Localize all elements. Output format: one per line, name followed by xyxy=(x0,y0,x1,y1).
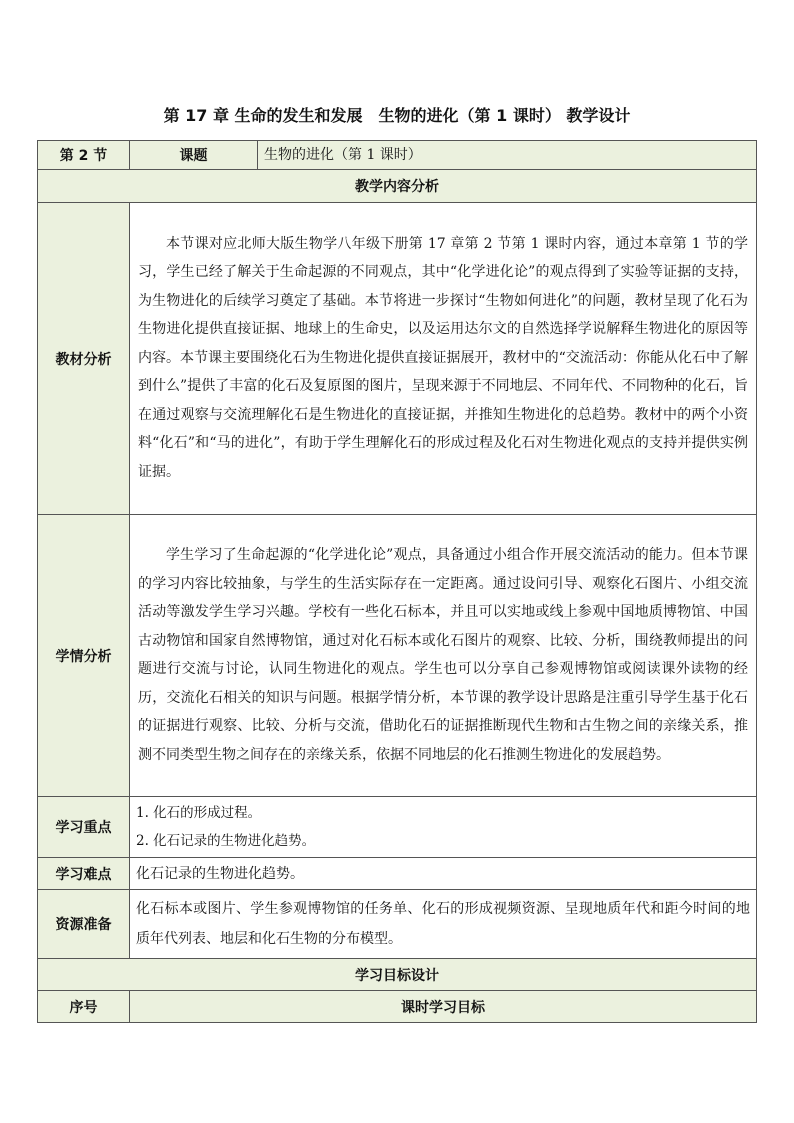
key-points-label: 学习重点 xyxy=(38,797,130,858)
difficulty-row xyxy=(38,858,757,890)
section-label: 第 2 节 xyxy=(38,141,130,170)
difficulty-label: 学习难点 xyxy=(38,858,130,890)
key-points-row xyxy=(38,797,757,858)
learner-analysis-row xyxy=(38,515,757,797)
topic-value: 生物的进化（第 1 课时） xyxy=(258,141,757,170)
header-row xyxy=(38,141,757,170)
learner-analysis-label: 学情分析 xyxy=(38,515,130,797)
content-analysis-heading-row xyxy=(38,170,757,203)
learner-analysis-text: 学生学习了生命起源的“化学进化论”观点，具备通过小组合作开展交流活动的能力。但本节课的学习内容比较抽象，与学生的生活实际存在一定距离。通过设问引导、观察化石图片、小组交流活动等激发学生学习兴趣。学校有一些化石标本，并且可以实地或线上参观中国地质博物馆、中国古动物馆和国家自然博物馆，通过对化石标本或化石图片的观察、比较、分析，围绕教师提出的问题进行交流与讨论，认同生物进化的观点。学生也可以分享自己参观博物馆或阅读课外读物的经历，交流化石相关的知识与问题。根据学情分析，本节课的教学设计思路是注重引导学生基于化石的证据进行观察、比较、分析与交流，借助化石的证据推断现代生物和古生物之间的亲缘关系，推测不同类型生物之间存在的亲缘关系，依据不同地层的化石推测生物进化的发展趋势。 xyxy=(130,515,757,797)
objectives-header-row xyxy=(38,991,757,1023)
objective-number-header: 序号 xyxy=(38,991,130,1023)
objective-header: 课时学习目标 xyxy=(130,991,757,1023)
resources-text: 化石标本或图片、学生参观博物馆的任务单、化石的形成视频资源、呈现地质年代和距今时间的地质年代列表、地层和化石生物的分布模型。 xyxy=(130,890,757,959)
document-title: 第 17 章 生命的发生和发展 生物的进化（第 1 课时） 教学设计 xyxy=(163,106,631,125)
key-points-list xyxy=(130,797,757,858)
textbook-analysis-text: 本节课对应北师大版生物学八年级下册第 17 章第 2 节第 1 课时内容，通过本章第 1 节的学习，学生已经了解关于生命起源的不同观点，其中“化学进化论”的观点得到了实验等证据的支持，为生物进化的后续学习奠定了基础。本节将进一步探讨“生物如何进化”的问题，教材呈现了化石为生物进化提供直接证据、地球上的生命史，以及运用达尔文的自然选择学说解释生物进化的原因等内容。本节课主要围绕化石为生物进化提供直接证据展开，教材中的“交流活动：你能从化石中了解到什么”提供了丰富的化石及复原图的图片，呈现来源于不同地层、不同年代、不同物种的化石，旨在通过观察与交流理解化石是生物进化的直接证据，并推知生物进化的总趋势。教材中的两个小资料“化石”和“马的进化”，有助于学生理解化石的形成过程及化石对生物进化观点的支持并提供实例证据。 xyxy=(130,203,757,515)
key-point-item: 2. 化石记录的生物进化趋势。 xyxy=(136,833,316,849)
textbook-analysis-label: 教材分析 xyxy=(38,203,130,515)
difficulty-text: 化石记录的生物进化趋势。 xyxy=(130,858,757,890)
lesson-plan-table xyxy=(37,140,757,1023)
content-analysis-heading: 教学内容分析 xyxy=(38,170,757,203)
objectives-heading-row xyxy=(38,959,757,991)
textbook-analysis-row xyxy=(38,203,757,515)
objectives-heading: 学习目标设计 xyxy=(38,959,757,991)
key-point-item: 1. 化石的形成过程。 xyxy=(136,805,262,821)
resources-label: 资源准备 xyxy=(38,890,130,959)
topic-label: 课题 xyxy=(130,141,258,170)
resources-row xyxy=(38,890,757,959)
